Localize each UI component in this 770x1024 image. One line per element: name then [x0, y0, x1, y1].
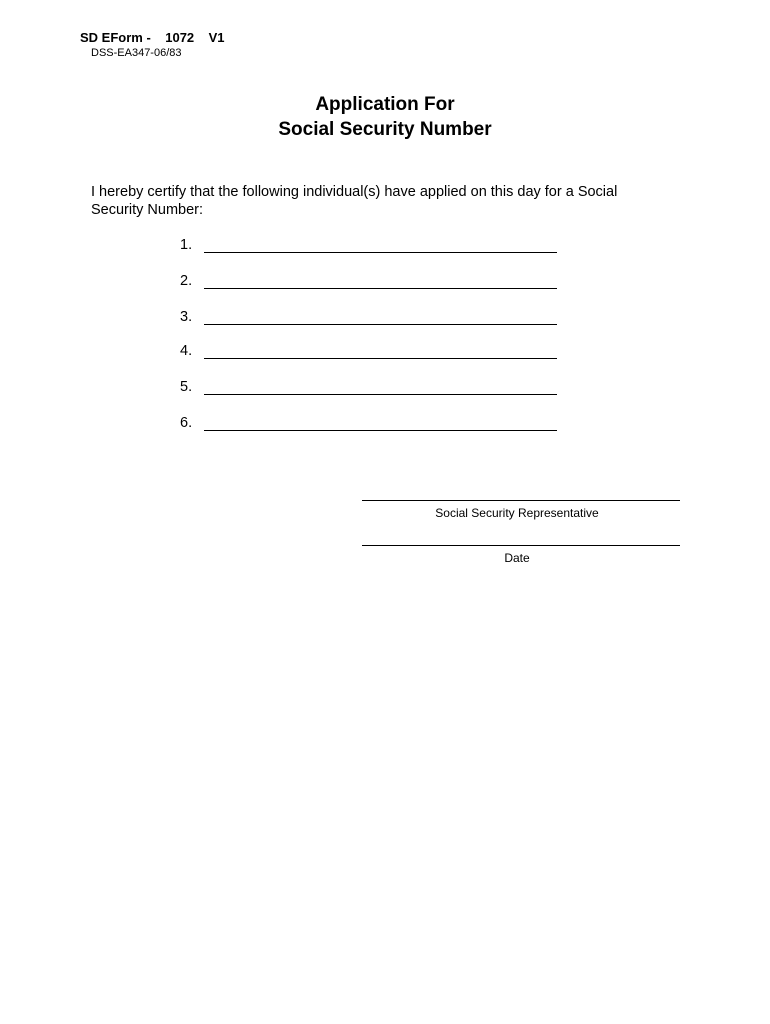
date-line[interactable]: [362, 545, 680, 546]
form-code: DSS-EA347-06/83: [91, 47, 182, 59]
date-label: Date: [504, 551, 530, 565]
entry-line-5[interactable]: [204, 394, 557, 395]
entry-line-2[interactable]: [204, 288, 557, 289]
entry-line-4[interactable]: [204, 358, 557, 359]
representative-signature-line[interactable]: [362, 500, 680, 501]
entry-line-1[interactable]: [204, 252, 557, 253]
title-line-1: Application For: [315, 94, 455, 115]
representative-label: Social Security Representative: [435, 506, 599, 520]
certification-text: I hereby certify that the following individual(s) have applied on this day for a Social Security Number:: [91, 184, 618, 218]
representative-signature-block: [362, 500, 680, 520]
entry-line-3[interactable]: [204, 324, 557, 325]
date-signature-block: [362, 545, 680, 565]
entry-number: 1.: [180, 237, 193, 253]
entry-number: 3.: [180, 309, 193, 325]
entry-number: 4.: [180, 343, 193, 359]
entry-number: 2.: [180, 273, 193, 289]
form-id: SD EForm - 1072 V1: [80, 30, 225, 45]
entry-line-6[interactable]: [204, 430, 557, 431]
entry-number: 6.: [180, 415, 193, 431]
title-line-2: Social Security Number: [278, 119, 492, 140]
entry-number: 5.: [180, 379, 193, 395]
